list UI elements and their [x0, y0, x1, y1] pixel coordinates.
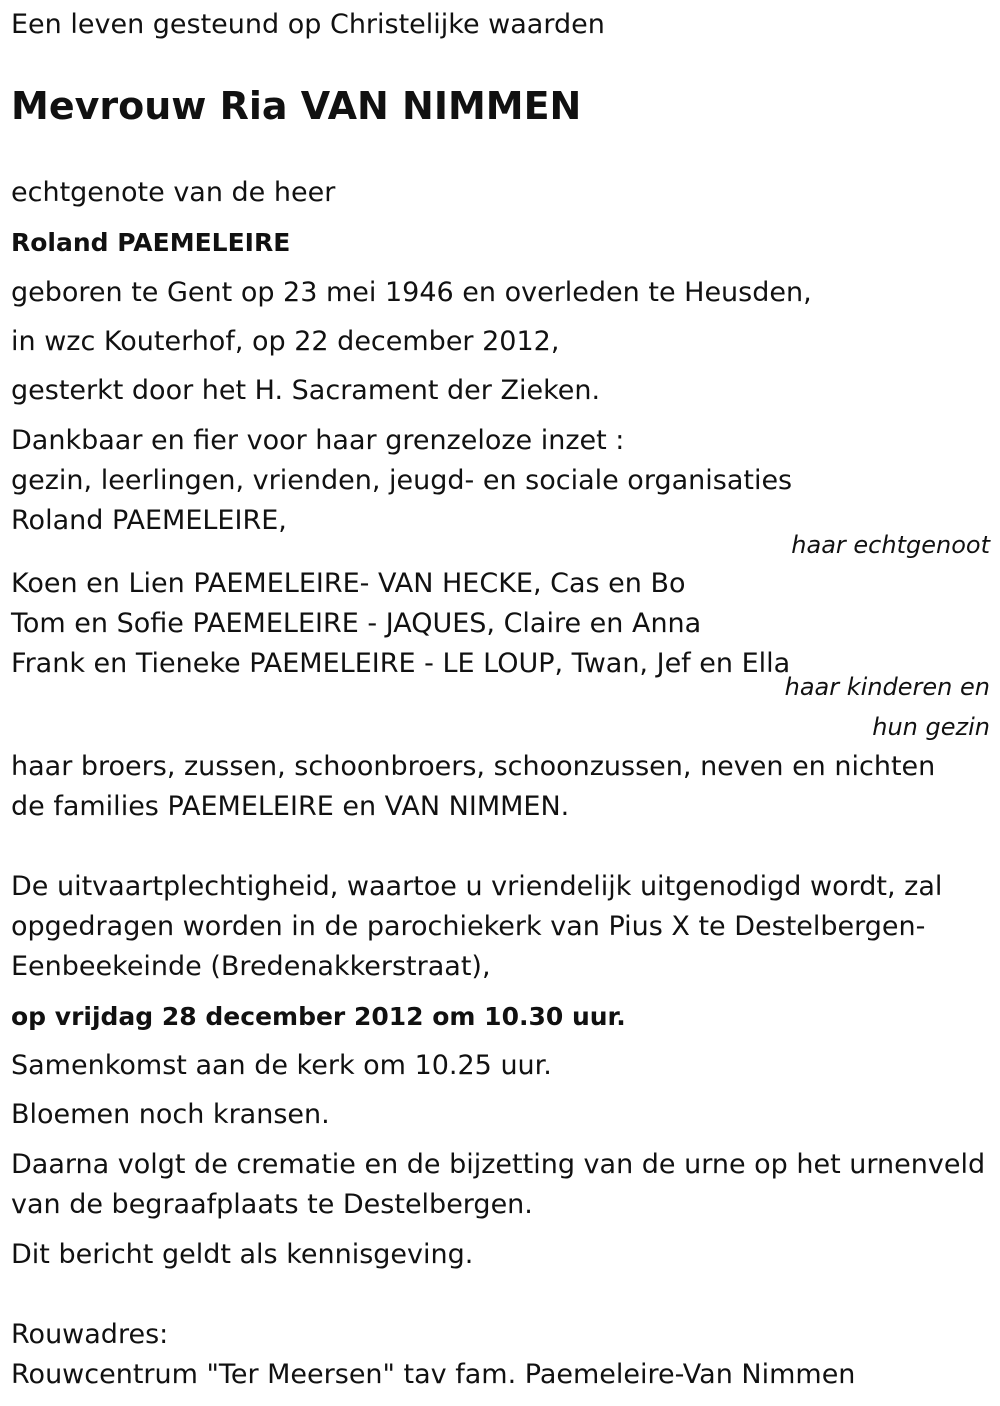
- notice-line: Dit bericht geldt als kennisgeving.: [11, 1239, 474, 1270]
- motto: Een leven gesteund op Christelijke waarden: [11, 9, 605, 40]
- funeral-line-2: opgedragen worden in de parochiekerk van Pius X te Destelbergen-: [11, 911, 926, 942]
- spouse-name: Roland PAEMELEIRE: [11, 228, 291, 257]
- address-label: Rouwadres:: [11, 1319, 169, 1350]
- child-line: Tom en Sofie PAEMELEIRE - JAQUES, Claire en Anna: [11, 608, 702, 639]
- family-spouse-role: haar echtgenoot: [791, 531, 990, 559]
- gratitude-line-1: Dankbaar en fier voor haar grenzeloze inzet :: [11, 425, 625, 456]
- children-role-line-2: hun gezin: [872, 713, 990, 741]
- child-line: Koen en Lien PAEMELEIRE- VAN HECKE, Cas en Bo: [11, 568, 686, 599]
- children-role-line-1: haar kinderen en: [784, 673, 990, 701]
- birth-death-line: geboren te Gent op 23 mei 1946 en overleden te Heusden,: [11, 277, 812, 308]
- relatives-line-1: haar broers, zussen, schoonbroers, schoonzussen, neven en nichten: [11, 751, 936, 782]
- relatives-line-2: de families PAEMELEIRE en VAN NIMMEN.: [11, 791, 570, 822]
- sacrament-line: gesterkt door het H. Sacrament der Zieken.: [11, 375, 601, 406]
- address-line: Rouwcentrum "Ter Meersen" tav fam. Paemeleire-Van Nimmen: [11, 1359, 856, 1390]
- cremation-line-1: Daarna volgt de crematie en de bijzetting van de urne op het urnenveld: [11, 1149, 986, 1180]
- family-spouse-line: Roland PAEMELEIRE,: [11, 505, 287, 536]
- funeral-line-1: De uitvaartplechtigheid, waartoe u vriendelijk uitgenodigd wordt, zal: [11, 871, 943, 902]
- flowers-line: Bloemen noch kransen.: [11, 1099, 330, 1130]
- place-date-line: in wzc Kouterhof, op 22 december 2012,: [11, 326, 560, 357]
- deceased-name: Mevrouw Ria VAN NIMMEN: [11, 84, 582, 128]
- cremation-line-2: van de begraafplaats te Destelbergen.: [11, 1189, 533, 1220]
- child-line: Frank en Tieneke PAEMELEIRE - LE LOUP, Twan, Jef en Ella: [11, 648, 791, 679]
- funeral-line-3: Eenbeekeinde (Bredenakkerstraat),: [11, 951, 491, 982]
- funeral-date: op vrijdag 28 december 2012 om 10.30 uur.: [11, 1002, 626, 1031]
- gathering-line: Samenkomst aan de kerk om 10.25 uur.: [11, 1050, 552, 1081]
- gratitude-line-2: gezin, leerlingen, vrienden, jeugd- en sociale organisaties: [11, 465, 793, 496]
- spouse-intro: echtgenote van de heer: [11, 177, 336, 208]
